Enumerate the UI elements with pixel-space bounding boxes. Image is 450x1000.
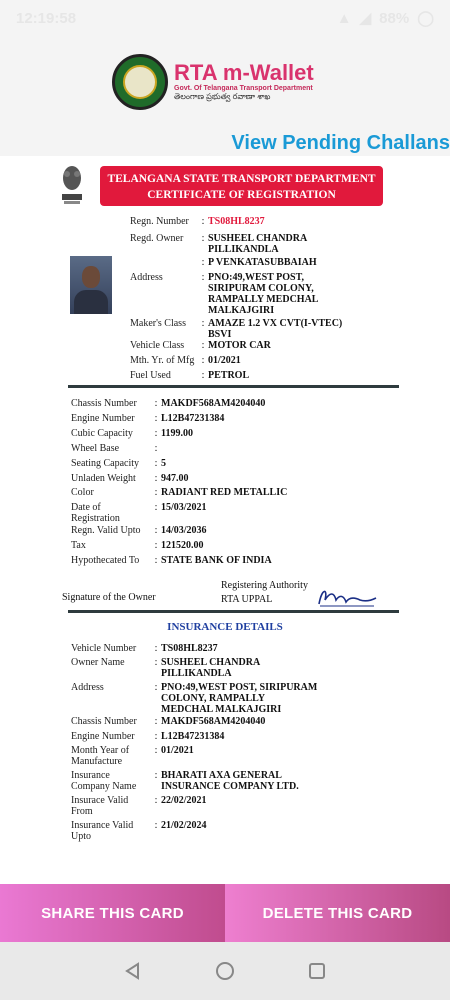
certificate-title: CERTIFICATE OF REGISTRATION xyxy=(147,189,336,201)
unladen-row: Unladen Weight : 947.00 xyxy=(71,473,189,484)
brand-subtitle: Govt. Of Telangana Transport Department xyxy=(174,85,313,92)
engine-row: Engine Number : L12B47231384 xyxy=(71,413,225,424)
seating-row: Seating Capacity : 5 xyxy=(71,458,166,469)
relation-row: : P VENKATASUBBAIAH xyxy=(201,257,317,268)
ins-vehicle-row: Vehicle Number : TS08HL8237 xyxy=(71,643,218,654)
signal-icon: ◢ xyxy=(359,10,372,27)
telangana-emblem-icon xyxy=(112,54,168,110)
owner-photo xyxy=(70,256,112,314)
card-actions xyxy=(0,884,450,942)
battery-icon: ◯ xyxy=(417,10,434,27)
system-nav-bar xyxy=(0,942,450,1000)
ins-owner-row: Owner Name : SUSHEEL CHANDRA PILLIKANDLA xyxy=(71,657,261,679)
ins-chassis-row: Chassis Number : MAKDF568AM4204040 xyxy=(71,716,266,727)
hypothecation-row: Hypothecated To : STATE BANK OF INDIA xyxy=(71,555,272,566)
section-divider xyxy=(68,610,399,613)
ins-address-row: Address : PNO:49,WEST POST, SIRIPURAM COLONY, RAMPALLY MEDCHAL MALKAJGIRI xyxy=(71,682,318,715)
tax-row: Tax : 121520.00 xyxy=(71,540,204,551)
registration-certificate xyxy=(0,156,450,884)
valid-row: Regn. Valid Upto : 14/03/2036 xyxy=(71,525,207,536)
regn-number-row: Regn. Number : TS08HL8237 xyxy=(130,216,265,227)
registering-authority-label: Registering Authority xyxy=(221,580,308,591)
back-triangle-icon[interactable] xyxy=(120,958,146,984)
share-card-button[interactable]: SHARE THIS CARD xyxy=(0,884,225,942)
status-icons xyxy=(337,9,434,27)
view-pending-challans-link[interactable]: View Pending Challans xyxy=(231,132,450,154)
ashoka-emblem-icon xyxy=(58,164,86,206)
brand-title: RTA m-Wallet xyxy=(174,60,314,85)
status-bar xyxy=(0,0,450,36)
color-row: Color : RADIANT RED METALLIC xyxy=(71,487,288,498)
ins-engine-row: Engine Number : L12B47231384 xyxy=(71,731,225,742)
owner-signature-label: Signature of the Owner xyxy=(62,592,156,603)
insurance-title: INSURANCE DETAILS xyxy=(167,621,283,633)
rta-office: RTA UPPAL xyxy=(221,594,273,605)
ins-company-row: Insurance Company Name : BHARATI AXA GENERAL INSURANCE COMPANY LTD. xyxy=(71,770,299,792)
address-row: Address : PNO:49,WEST POST, SIRIPURAM COLONY, RAMPALLY MEDCHAL MALKAJGIRI xyxy=(130,272,319,316)
owner-row: Regd. Owner : SUSHEEL CHANDRA PILLIKANDLA xyxy=(130,233,308,255)
home-circle-icon[interactable] xyxy=(212,958,238,984)
wheelbase-row: Wheel Base : xyxy=(71,443,158,454)
status-time: 12:19:58 xyxy=(16,9,77,27)
delete-card-button[interactable]: DELETE THIS CARD xyxy=(225,884,450,942)
department-banner xyxy=(100,166,383,206)
department-name: TELANGANA STATE TRANSPORT DEPARTMENT xyxy=(107,173,376,185)
chassis-row: Chassis Number : MAKDF568AM4204040 xyxy=(71,398,266,409)
authority-signature-icon xyxy=(316,584,378,610)
brand-telugu: తెలంగాణ ప్రభుత్వ రవాణా శాఖ xyxy=(174,92,271,101)
section-divider xyxy=(68,385,399,388)
ins-upto-row: Insurance Valid Upto : 21/02/2024 xyxy=(71,820,207,842)
battery-level: 88% xyxy=(379,9,410,27)
fuel-row: Fuel Used : PETROL xyxy=(130,370,250,381)
maker-row: Maker's Class : AMAZE 1.2 VX CVT(I-VTEC) BSVI xyxy=(130,318,343,340)
cc-row: Cubic Capacity : 1199.00 xyxy=(71,428,193,439)
recents-square-icon[interactable] xyxy=(304,958,330,984)
ins-from-row: Insurace Valid From : 22/02/2021 xyxy=(71,795,207,817)
app-header xyxy=(0,36,450,154)
ins-mfg-row: Month Year of Manufacture : 01/2021 xyxy=(71,745,194,767)
wifi-icon: ▲ xyxy=(336,9,352,27)
brand-text xyxy=(174,61,314,103)
vehicle-class-row: Vehicle Class : MOTOR CAR xyxy=(130,340,271,351)
app-logo xyxy=(112,54,314,110)
date-reg-row: Date of Registration : 15/03/2021 xyxy=(71,502,207,524)
mfg-row: Mth. Yr. of Mfg : 01/2021 xyxy=(130,355,241,366)
regn-number-value: TS08HL8237 xyxy=(208,216,265,227)
